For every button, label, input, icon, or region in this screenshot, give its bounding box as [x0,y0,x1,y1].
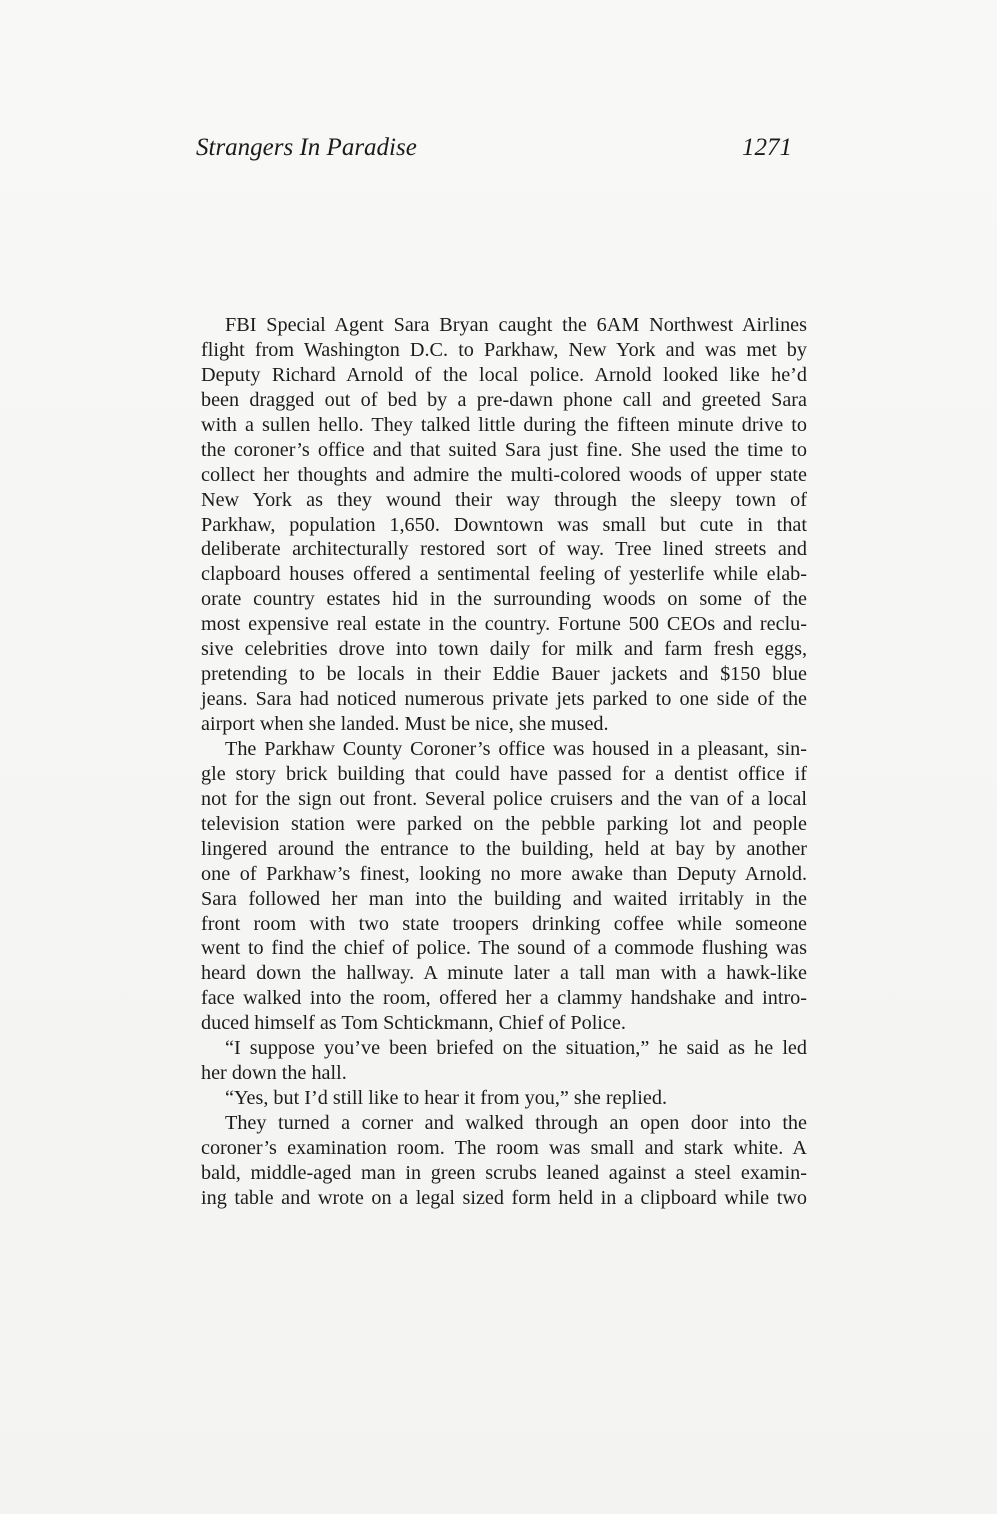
text-line: They turned a corner and walked through an open door into the [225,1112,807,1134]
text-line: the coroner’s office and that suited Sara just fine. She used the time to [201,438,807,461]
text-line: airport when she landed. Must be nice, she mused. [201,713,609,735]
text-line: flight from Washington D.C. to Parkhaw, New York and was met by [201,338,807,361]
text-line: jeans. Sara had noticed numerous private jets parked to one side of the [201,688,807,711]
text-line: Deputy Richard Arnold of the local police. Arnold looked like he’d [201,363,807,386]
text-line: bald, middle-aged man in green scrubs leaned against a steel examin- [201,1161,807,1184]
text-line: orate country estates hid in the surrounding woods on some of the [201,588,807,611]
text-line: The Parkhaw County Coroner’s office was housed in a pleasant, sin- [225,737,807,760]
text-line: gle story brick building that could have passed for a dentist office if [201,762,807,785]
text-line: been dragged out of bed by a pre-dawn phone call and greeted Sara [201,388,807,411]
text-line: collect her thoughts and admire the multi-colored woods of upper state [201,463,807,486]
text-line: one of Parkhaw’s finest, looking no more awake than Deputy Arnold. [201,862,807,885]
text-line: coroner’s examination room. The room was small and stark white. A [201,1136,807,1159]
text-line: lingered around the entrance to the building, held at bay by another [201,837,807,860]
text-line: Parkhaw, population 1,650. Downtown was small but cute in that [201,513,807,536]
text-line: deliberate architecturally restored sort of way. Tree lined streets and [201,538,807,561]
text-line: heard down the hallway. A minute later a tall man with a hawk-like [201,962,807,985]
page-number: 1271 [742,134,792,161]
text-line: went to find the chief of police. The sound of a commode flushing was [201,937,807,960]
text-line: sive celebrities drove into town daily for milk and farm fresh eggs, [201,638,807,661]
text-line: front room with two state troopers drinking coffee while someone [201,912,807,935]
text-line: pretending to be locals in their Eddie Bauer jackets and $150 blue [201,663,807,686]
body-text [201,313,807,1211]
text-line: ing table and wrote on a legal sized form held in a clipboard while two [201,1186,807,1209]
text-line: her down the hall. [201,1062,347,1085]
text-line: FBI Special Agent Sara Bryan caught the 6AM Northwest Airlines [225,314,807,336]
text-line: most expensive real estate in the country. Fortune 500 CEOs and reclu- [201,613,807,636]
running-title: Strangers In Paradise [196,134,417,161]
running-header [196,134,818,174]
text-line: duced himself as Tom Schtickmann, Chief of Police. [201,1012,626,1035]
text-line: television station were parked on the pebble parking lot and people [201,812,807,835]
text-line: “Yes, but I’d still like to hear it from you,” she replied. [225,1087,667,1110]
text-line: New York as they wound their way through the sleepy town of [201,488,807,511]
text-line: Sara followed her man into the building and waited irritably in the [201,887,807,910]
text-line: clapboard houses offered a sentimental feeling of yesterlife while elab- [201,563,807,586]
text-line: with a sullen hello. They talked little during the fifteen minute drive to [201,413,807,436]
text-line: “I suppose you’ve been briefed on the situation,” he said as he led [225,1037,807,1060]
text-line: not for the sign out front. Several police cruisers and the van of a local [201,787,807,810]
text-line: face walked into the room, offered her a clammy handshake and intro- [201,987,807,1010]
